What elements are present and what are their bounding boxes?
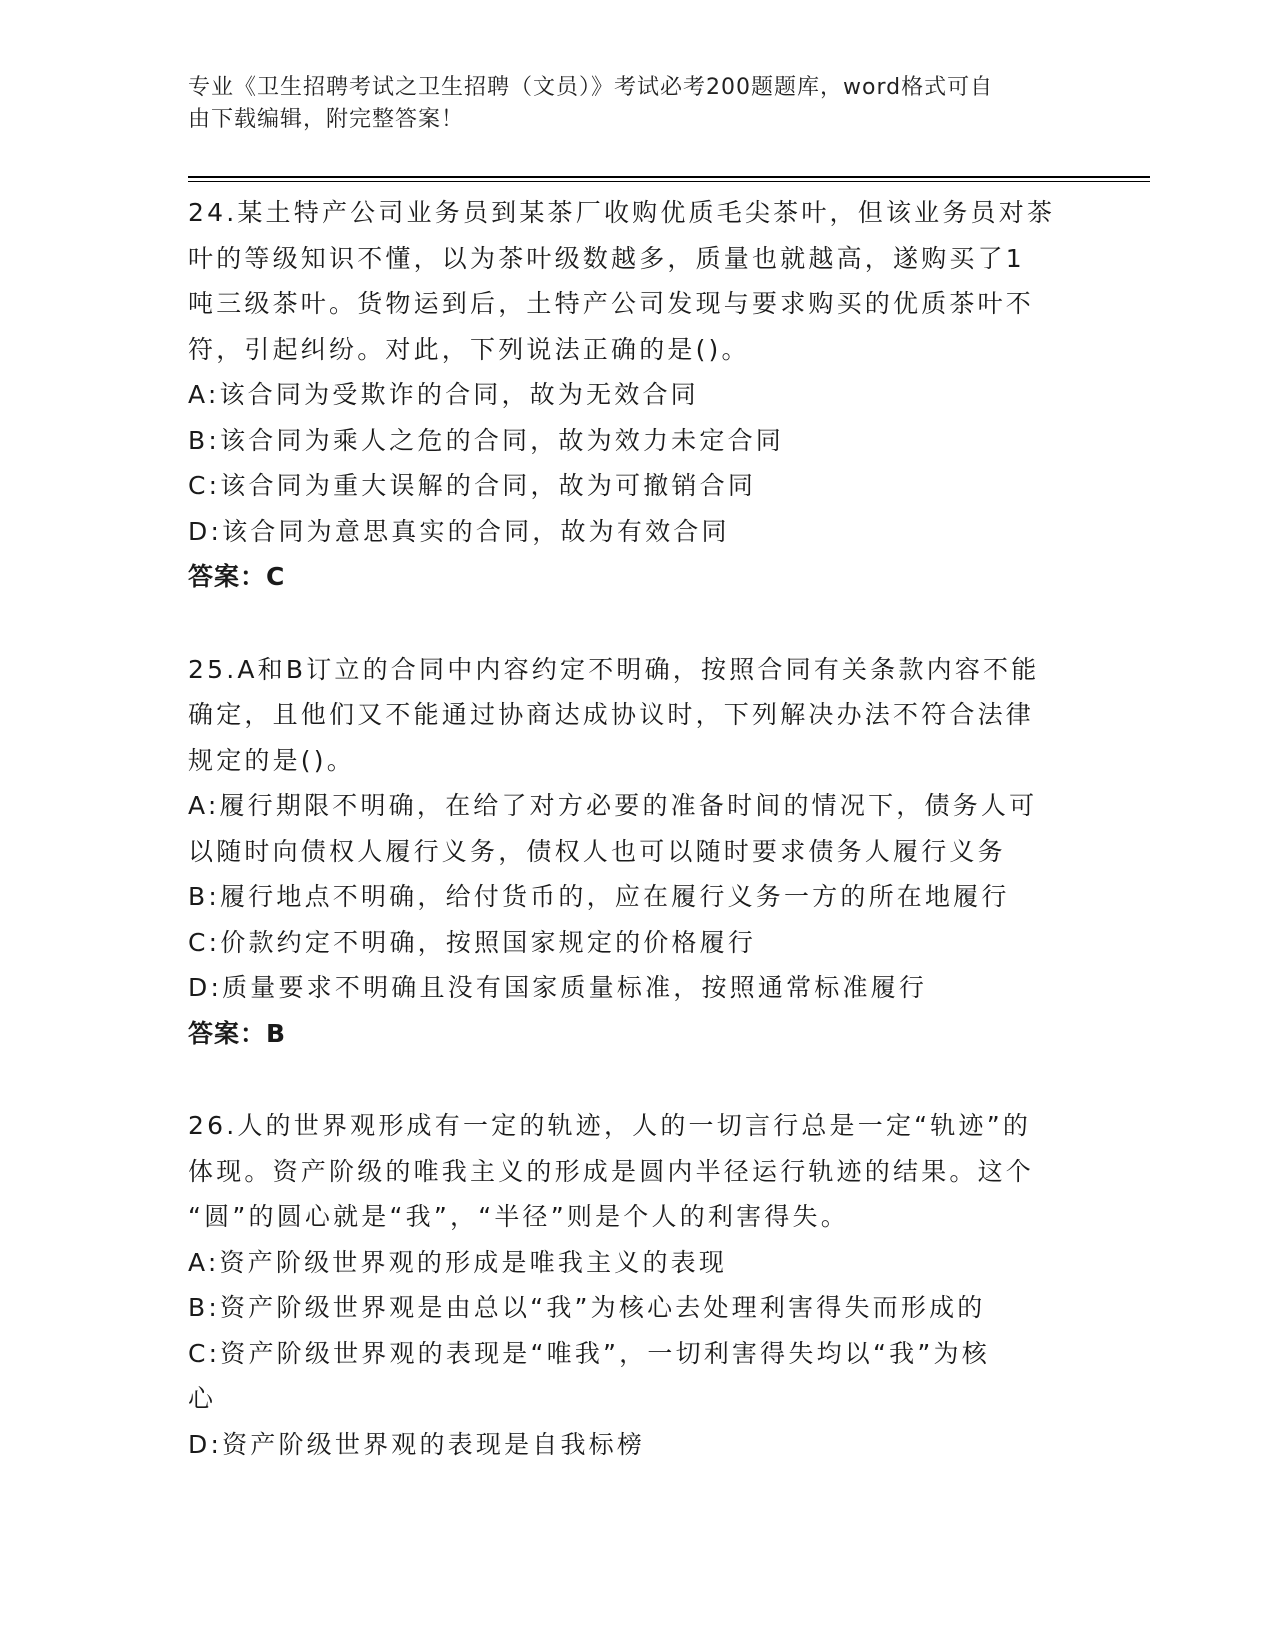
option-c-continued: 心: [188, 1384, 217, 1413]
document-header: [188, 72, 1088, 136]
option-b: B:履行地点不明确，给付货币的，应在履行义务一方的所在地履行: [188, 882, 1010, 911]
option-c: C:资产阶级世界观的表现是“唯我”，一切利害得失均以“我”为核: [188, 1338, 990, 1368]
question-stem-line: 确定，且他们又不能通过协商达成协议时，下列解决办法不符合法律: [188, 700, 1035, 729]
question-24: [188, 190, 1088, 600]
header-divider-thick: [188, 176, 1150, 178]
question-spacer: [188, 600, 1088, 647]
option-d: D:质量要求不明确且没有国家质量标准，按照通常标准履行: [188, 973, 928, 1002]
option-c: C:价款约定不明确，按照国家规定的价格履行: [188, 927, 757, 957]
header-line-1: 专业《卫生招聘考试之卫生招聘（文员）》考试必考200题题库，word格式可自: [188, 75, 994, 100]
question-stem-line: 叶的等级知识不懂，以为茶叶级数越多，质量也就越高，遂购买了1: [188, 243, 1025, 273]
question-stem-line: 体现。资产阶级的唯我主义的形成是圆内半径运行轨迹的结果。这个: [188, 1156, 1035, 1186]
question-spacer: [188, 1056, 1088, 1103]
question-stem-line: 符，引起纠纷。对此，下列说法正确的是()。: [188, 334, 750, 364]
question-stem-line: 吨三级茶叶。货物运到后，土特产公司发现与要求购买的优质茶叶不: [188, 289, 1035, 318]
option-a: A:履行期限不明确，在给了对方必要的准备时间的情况下，债务人可: [188, 791, 1038, 820]
question-stem-line: “圆”的圆心就是“我”，“半径”则是个人的利害得失。: [188, 1202, 849, 1231]
answer-label: 答案：C: [188, 562, 286, 591]
option-a: A:资产阶级世界观的形成是唯我主义的表现: [188, 1247, 728, 1277]
question-stem-line: 26.人的世界观形成有一定的轨迹，人的一切言行总是一定“轨迹”的: [188, 1111, 1032, 1140]
option-d: D:资产阶级世界观的表现是自我标榜: [188, 1429, 646, 1459]
question-stem-line: 25.A和B订立的合同中内容约定不明确，按照合同有关条款内容不能: [188, 654, 1040, 684]
answer-label: 答案：B: [188, 1018, 287, 1048]
option-a-continued: 以随时向债权人履行义务，债权人也可以随时要求债务人履行义务: [188, 836, 1006, 866]
question-26: [188, 1103, 1088, 1467]
header-divider-thin: [188, 181, 1150, 182]
header-line-2: 由下载编辑，附完整答案！: [188, 107, 465, 132]
option-a: A:该合同为受欺诈的合同，故为无效合同: [188, 380, 699, 409]
option-d: D:该合同为意思真实的合同，故为有效合同: [188, 516, 730, 546]
option-b: B:资产阶级世界观是由总以“我”为核心去处理利害得失而形成的: [188, 1293, 986, 1322]
question-list: [188, 190, 1088, 1467]
question-stem-line: 规定的是()。: [188, 745, 355, 775]
question-stem-line: 24.某土特产公司业务员到某茶厂收购优质毛尖茶叶，但该业务员对茶: [188, 198, 1056, 227]
option-b: B:该合同为乘人之危的合同，故为效力未定合同: [188, 425, 784, 455]
question-25: [188, 647, 1088, 1057]
option-c: C:该合同为重大误解的合同，故为可撤销合同: [188, 471, 757, 500]
